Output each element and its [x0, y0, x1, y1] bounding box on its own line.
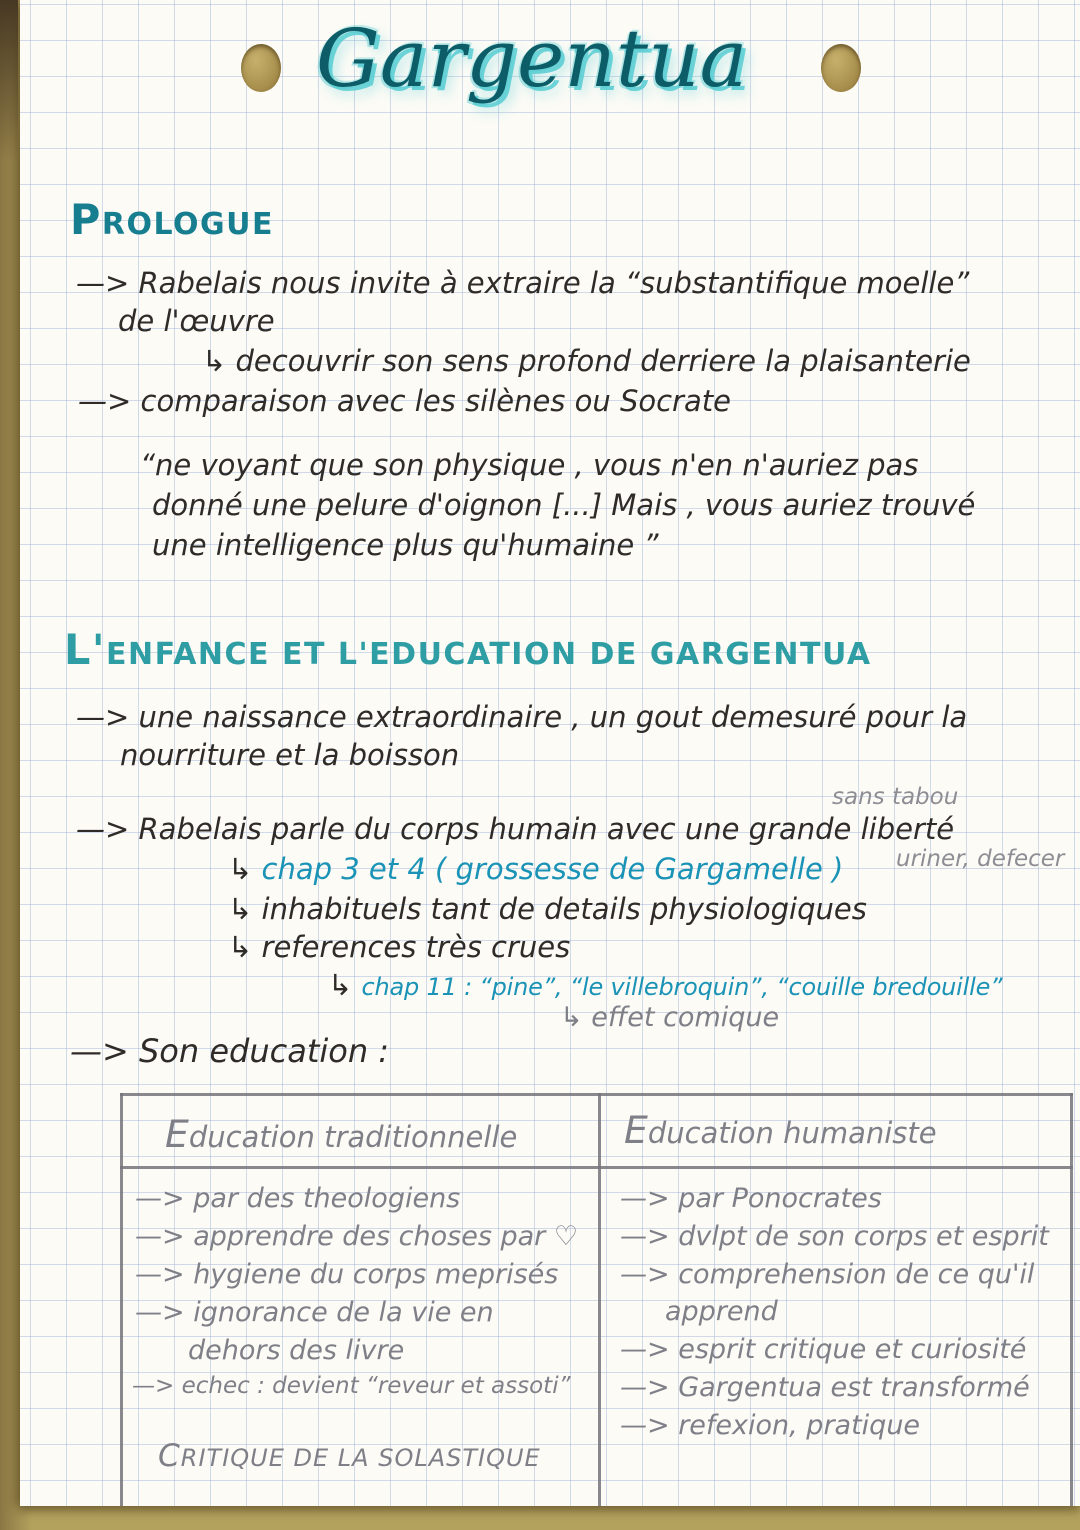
chap-11-reference: chap 11 : “pine”, “le villebroquin”, “couille bredouille” [361, 973, 1003, 1001]
bullet-corps-humain: —> Rabelais parle du corps humain avec une grande liberté [76, 812, 955, 846]
table-border-left [120, 1093, 123, 1506]
graph-paper-page [20, 0, 1080, 1506]
sub-bullet-references-crues: ↳ references très crues [228, 930, 571, 964]
table-divider [598, 1093, 601, 1506]
desk-corner-shadow [0, 0, 18, 160]
table-header-underline [120, 1166, 1073, 1169]
sub-bullet-details-physiologiques: ↳ inhabituels tant de details physiologiques [228, 892, 867, 926]
table-header-education-traditionnelle: Education traditionnelle [165, 1112, 518, 1156]
section-heading-enfance: L'ENFANCE ET L'EDUCATION DE GARGENTUA [64, 626, 872, 674]
bullet-substantifique-moelle-cont: de l'œuvre [118, 304, 275, 338]
table-row-comprehension: —> comprehension de ce qu'il [620, 1259, 1035, 1290]
sub-note-effet-comique: ↳ effet comique [560, 1002, 780, 1033]
sub-bullet-chap-3-4 [228, 852, 843, 886]
table-row-par-coeur: —> apprendre des choses par ♡ [135, 1221, 579, 1252]
table-border-right [1070, 1093, 1073, 1506]
table-footer-critique-scolastique: CRITIQUE DE LA SOLASTIQUE [158, 1438, 541, 1474]
table-border-top [120, 1093, 1073, 1096]
table-row-hygiene: —> hygiene du corps meprisés [135, 1259, 559, 1290]
table-row-ignorance: —> ignorance de la vie en [135, 1297, 494, 1328]
bullet-silenes-socrate: —> comparaison avec les silènes ou Socrate [78, 384, 731, 418]
bullet-naissance-cont: nourriture et la boisson [120, 738, 460, 772]
quote-line-2: donné une pelure d'oignon [...] Mais , vous auriez trouvé [152, 488, 976, 522]
table-row-theologiens: —> par des theologiens [135, 1183, 461, 1214]
quote-line-1: “ne voyant que son physique , vous n'en n'auriez pas [140, 448, 919, 482]
section-heading-prologue: PROLOGUE [70, 196, 274, 244]
bullet-substantifique-moelle: —> Rabelais nous invite à extraire la “substantifique moelle” [76, 266, 970, 300]
bullet-son-education: —> Son education : [70, 1032, 390, 1070]
table-row-esprit-critique: —> esprit critique et curiosité [620, 1334, 1027, 1365]
table-row-reflexion: —> refexion, pratique [620, 1410, 921, 1441]
punch-hole-left [241, 44, 281, 92]
margin-note-sans-tabou: sans tabou [832, 784, 959, 810]
table-row-comprehension-cont: apprend [665, 1296, 778, 1327]
sub-arrow-glyph: ↳ [228, 852, 253, 886]
table-row-ponocrates: —> par Ponocrates [620, 1183, 882, 1214]
chap-3-4-reference: chap 3 et 4 ( grossesse de Gargamelle ) [261, 852, 844, 886]
table-row-ignorance-cont: dehors des livre [188, 1335, 405, 1366]
page-title: Gargentua [316, 12, 748, 105]
punch-hole-right [821, 44, 861, 92]
table-header-education-humaniste: Education humaniste [624, 1108, 937, 1152]
table-row-dvlpt-corps: —> dvlpt de son corps et esprit [620, 1221, 1049, 1252]
margin-note-uriner-defecer: uriner, defecer [896, 846, 1065, 872]
sub-arrow-glyph: ↳ [328, 968, 353, 1002]
table-row-transforme: —> Gargentua est transformé [620, 1372, 1030, 1403]
sub-bullet-sens-profond: ↳ decouvrir son sens profond derriere la plaisanterie [202, 344, 971, 378]
bullet-naissance: —> une naissance extraordinaire , un gout demesuré pour la [76, 700, 968, 734]
quote-line-3: une intelligence plus qu'humaine ” [152, 528, 659, 562]
table-row-echec: —> echec : devient “reveur et assoti” [132, 1373, 571, 1399]
sub-bullet-chap-11 [328, 968, 1002, 1002]
